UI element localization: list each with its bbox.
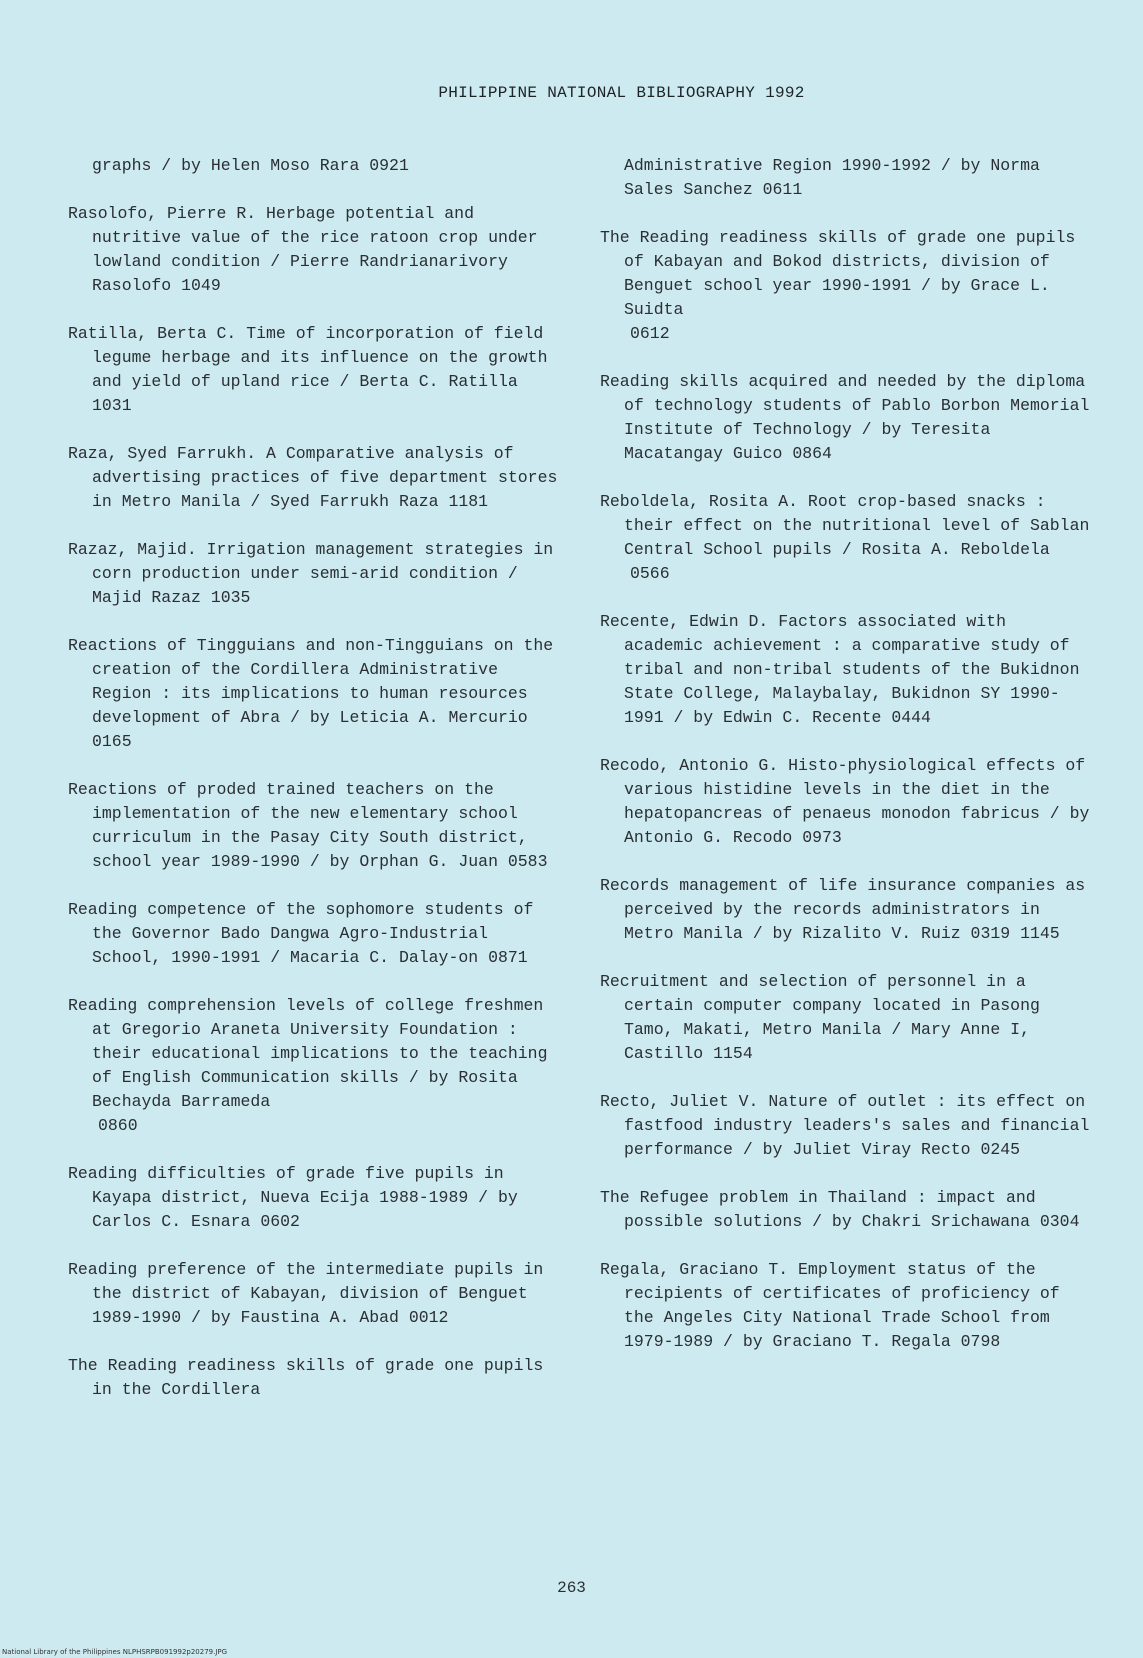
bibliography-title: PHILIPPINE NATIONAL BIBLIOGRAPHY 1992: [438, 84, 805, 102]
entry-text: Reading comprehension levels of college freshmen at Gregorio Araneta University Foundation : their educational implications to the teaching of English Communication skills / by Rosita Bechayda Barrameda: [68, 996, 548, 1111]
bibliography-entry: Ratilla, Berta C. Time of incorporation of field legume herbage and its influence on the growth and yield of upland rice / Berta C. Ratilla 1031: [68, 324, 548, 415]
bibliography-entry: Administrative Region 1990-1992 / by Norma Sales Sanchez 0611: [624, 156, 1040, 199]
bibliography-entry: Reading preference of the intermediate pupils in the district of Kabayan, division of Benguet 1989-1990 / by Faustina A. Abad 0012: [68, 1260, 544, 1327]
bibliography-entry: Recodo, Antonio G. Histo-physiological effects of various histidine levels in the diet in the hepatopancreas of penaeus monodon fabricus / by Antonio G. Recodo 0973: [600, 756, 1090, 847]
entry-number: 0612: [630, 324, 670, 343]
bibliography-entry: Raza, Syed Farrukh. A Comparative analysis of advertising practices of five department stores in Metro Manila / Syed Farrukh Raza 1181: [68, 444, 558, 511]
bibliography-entry: Reading difficulties of grade five pupils in Kayapa district, Nueva Ecija 1988-1989 / by Carlos C. Esnara 0602: [68, 1164, 518, 1231]
bibliography-entry: Reading skills acquired and needed by the diploma of technology students of Pablo Borbon Memorial Institute of Technology / by Teresita Macatangay Guico 0864: [600, 372, 1090, 463]
entry-number: 0860: [98, 1116, 138, 1135]
bibliography-entry: graphs / by Helen Moso Rara 0921: [92, 156, 409, 175]
entry-number: 0566: [630, 564, 670, 583]
bibliography-entry: Regala, Graciano T. Employment status of the recipients of certificates of proficiency of the Angeles City National Trade School from 1979-1989 / by Graciano T. Regala 0798: [600, 1260, 1060, 1351]
bibliography-entry: Razaz, Majid. Irrigation management strategies in corn production under semi-arid condition / Majid Razaz 1035: [68, 540, 554, 607]
bibliography-entry: Reading competence of the sophomore students of the Governor Bado Dangwa Agro-Industrial School, 1990-1991 / Macaria C. Dalay-on 0871: [68, 900, 534, 967]
bibliography-entry: The Reading readiness skills of grade one pupils in the Cordillera: [68, 1356, 544, 1399]
page-header: [0, 84, 1143, 102]
entry-text: Reboldela, Rosita A. Root crop-based snacks : their effect on the nutritional level of Sablan Central School pupils / Rosita A. Reboldela: [600, 492, 1090, 559]
bibliography-entry: [600, 490, 1090, 586]
bibliography-entry: [68, 994, 558, 1138]
bibliography-entry: Recto, Juliet V. Nature of outlet : its effect on fastfood industry leaders's sales and financial performance / by Juliet Viray Recto 0245: [600, 1092, 1090, 1159]
bibliography-entry: Recente, Edwin D. Factors associated with academic achievement : a comparative study of tribal and non-tribal students of the Bukidnon State College, Malaybalay, Bukidnon SY 1990-1991 / by Edwin C. Recente 0444: [600, 612, 1080, 727]
page-number: 263: [557, 1579, 586, 1597]
right-column: [600, 154, 1090, 1378]
bibliography-entry: The Refugee problem in Thailand : impact and possible solutions / by Chakri Srichawana 0304: [600, 1188, 1080, 1231]
bibliography-entry: Recruitment and selection of personnel in a certain computer company located in Pasong Tamo, Makati, Metro Manila / Mary Anne I, Castillo 1154: [600, 972, 1040, 1063]
bibliography-entry: Reactions of proded trained teachers on the implementation of the new elementary school curriculum in the Pasay City South district, school year 1989-1990 / by Orphan G. Juan 0583: [68, 780, 548, 871]
bibliography-entry: Reactions of Tingguians and non-Tingguians on the creation of the Cordillera Administrative Region : its implications to human resources development of Abra / by Leticia A. Mercurio 0165: [68, 636, 554, 751]
bibliography-entry: [600, 226, 1090, 346]
left-column: [68, 154, 558, 1426]
bibliography-entry: Rasolofo, Pierre R. Herbage potential and nutritive value of the rice ratoon crop under lowland condition / Pierre Randrianarivory Rasolofo 1049: [68, 204, 538, 295]
entry-text: The Reading readiness skills of grade one pupils of Kabayan and Bokod districts, division of Benguet school year 1990-1991 / by Grace L. Suidta: [600, 228, 1076, 319]
scan-footer: National Library of the Philippines NLPHSRPB091992p20279.JPG: [2, 1648, 228, 1656]
bibliography-entry: Records management of life insurance companies as perceived by the records administrators in Metro Manila / by Rizalito V. Ruiz 0319 1145: [600, 876, 1086, 943]
